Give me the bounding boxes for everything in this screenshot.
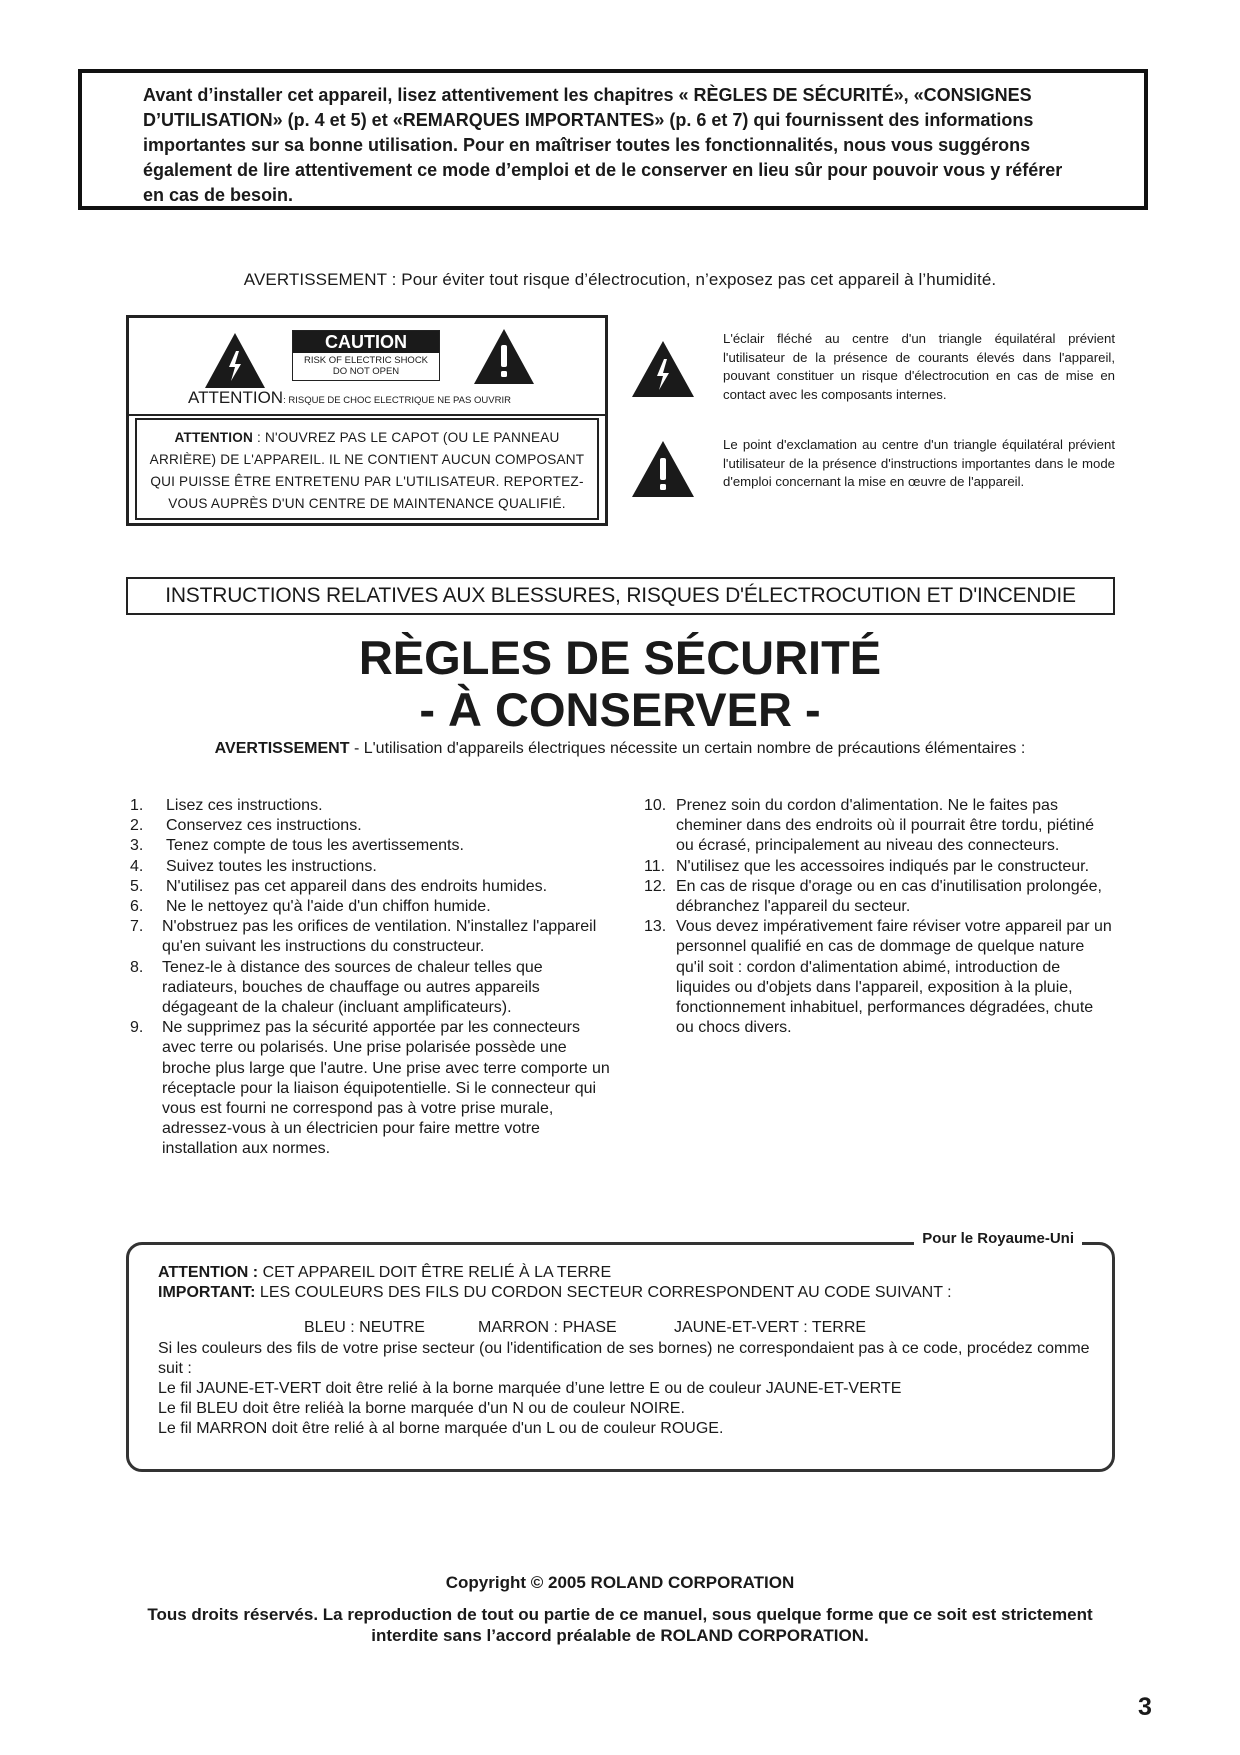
caution-body-line: VOUS AUPRÈS D'UN CENTRE DE MAINTENANCE QUALIFIÉ.: [168, 496, 566, 511]
list-item-number: 3.: [130, 837, 144, 855]
list-item: [130, 917, 610, 957]
color-code-brown: MARRON : PHASE: [478, 1319, 617, 1337]
rights-line: interdite sans l’accord préalable de ROLAND CORPORATION.: [371, 1626, 869, 1645]
list-item: [130, 1018, 610, 1159]
list-item: [130, 857, 610, 877]
list-item-text: Vous devez impérativement faire réviser votre appareil par un personnel qualifié en cas de dommage de quelque nature qu'il soit : cordon d'alimentation abimé, introduction de liquides ou d'objets dans l'appareil, exposition à la pluie, fonctionnement inhabituel, performances dégradées, chute ou chocs divers.: [676, 918, 1112, 1037]
instructions-list-left: [130, 796, 610, 1160]
list-item: [644, 917, 1114, 1038]
list-item-number: 4.: [130, 857, 144, 875]
lightning-triangle-icon: [632, 341, 694, 397]
caution-panel-body: [135, 418, 599, 520]
intro-line: en cas de besoin.: [143, 185, 294, 205]
exclamation-triangle-icon: [632, 441, 694, 497]
list-item-text: N'utilisez que les accessoires indiqués par le constructeur.: [676, 857, 1090, 875]
avertissement-label: AVERTISSEMENT: [214, 740, 350, 757]
copyright-notice: Copyright © 2005 ROLAND CORPORATION: [445, 1573, 795, 1592]
humidity-warning: AVERTISSEMENT : Pour éviter tout risque d’électrocution, n’exposez pas cet appareil à l’humidité.: [243, 270, 997, 289]
list-item-text: En cas de risque d'orage ou en cas d'inutilisation prolongée, débranchez l'appareil du secteur.: [676, 877, 1102, 916]
rights-notice: [90, 1604, 1150, 1646]
intro-notice-box: [78, 69, 1148, 210]
list-item: [130, 796, 610, 816]
list-item-number: 11.: [644, 857, 666, 875]
list-item-text: Conservez ces instructions.: [166, 817, 362, 835]
caution-attention-line: [188, 388, 511, 408]
caution-body-line: ARRIÈRE) DE L'APPAREIL. IL NE CONTIENT AUCUN COMPOSANT: [149, 452, 585, 467]
intro-line: importantes sur sa bonne utilisation. Pour en maîtriser toutes les fonctionnalités, nous vous suggérons: [143, 135, 1031, 155]
avertissement-line: [150, 740, 1090, 758]
uk-attention-text: CET APPAREIL DOIT ÊTRE RELIÉ À LA TERRE: [258, 1264, 612, 1281]
page-number: 3: [1138, 1693, 1152, 1721]
section-title: INSTRUCTIONS RELATIVES AUX BLESSURES, RISQUES D'ÉLECTROCUTION ET D'INCENDIE: [126, 577, 1115, 615]
page-title: [150, 632, 1090, 736]
exclamation-legend: Le point d'exclamation au centre d'un triangle équilatéral prévient l'utilisateur de la présence d'instructions importantes dans le mode d'emploi concernant la mise en œuvre de l'appareil.: [723, 437, 1115, 489]
uk-important-line: [158, 1283, 1098, 1303]
list-item-number: 5.: [130, 877, 144, 895]
intro-line: D’UTILISATION» (p. 4 et 5) et «REMARQUES IMPORTANTES» (p. 6 et 7) qui fournissent des informations: [143, 110, 1034, 130]
intro-line: Avant d’installer cet appareil, lisez attentivement les chapitres « RÈGLES DE SÉCURITÉ», «CONSIGNES: [143, 85, 1032, 105]
intro-notice-text: [143, 83, 1133, 208]
list-item: [130, 958, 610, 1019]
uk-box-content: [158, 1263, 1098, 1440]
list-item-number: 6.: [130, 898, 144, 916]
intro-line: également de lire attentivement ce mode d’emploi et de le conserver en lieu sûr pour pouvoir vous y référer: [143, 160, 1063, 180]
caution-label: [292, 330, 440, 381]
list-item-text: Prenez soin du cordon d'alimentation. Ne le faites pas cheminer dans des endroits où il pourrait être tordu, piétiné ou écrasé, principalement au niveau des connecteurs.: [676, 797, 1095, 855]
uk-paragraph: Le fil JAUNE-ET-VERT doit être relié à la borne marquée d’une lettre E ou de couleur JAUNE-ET-VERTE: [158, 1380, 902, 1398]
exclamation-warning-icon: [474, 329, 534, 384]
list-item: [644, 857, 1114, 877]
instructions-list-right: [644, 796, 1114, 1038]
list-item-text: Lisez ces instructions.: [166, 797, 323, 814]
uk-box-label: Pour le Royaume-Uni: [914, 1230, 1082, 1247]
list-item-text: Tenez-le à distance des sources de chaleur telles que radiateurs, bouches de chauffage ou autres appareils dégageant de la chaleur (incluant amplificateurs).: [162, 958, 543, 1017]
caution-body-label: ATTENTION: [174, 430, 254, 445]
uk-attention-line: [158, 1263, 1098, 1283]
list-item-number: 2.: [130, 817, 144, 835]
caution-body-line: [137, 427, 597, 449]
caution-panel: [126, 315, 608, 526]
list-item-number: 8.: [130, 958, 144, 976]
page-title-line: - À CONSERVER -: [419, 683, 821, 736]
list-item-number: 1.: [130, 797, 144, 814]
list-item-text: N'obstruez pas les orifices de ventilation. N'installez l'appareil qu'en suivant les instructions du constructeur.: [162, 918, 597, 956]
uk-important-text: LES COULEURS DES FILS DU CORDON SECTEUR CORRESPONDENT AU CODE SUIVANT :: [255, 1284, 952, 1302]
list-item: [130, 836, 610, 856]
list-item-number: 9.: [130, 1019, 144, 1037]
uk-important-label: IMPORTANT:: [158, 1284, 256, 1302]
caution-body-line: QUI PUISSE ÊTRE ENTRETENU PAR L'UTILISATEUR. REPORTEZ-: [150, 474, 584, 489]
attention-subtext: : RISQUE DE CHOC ELECTRIQUE NE PAS OUVRIR: [283, 395, 511, 406]
list-item-text: Ne le nettoyez qu'à l'aide d'un chiffon humide.: [166, 898, 491, 916]
page-title-line: RÈGLES DE SÉCURITÉ: [358, 631, 882, 684]
color-code-blue: BLEU : NEUTRE: [304, 1319, 425, 1337]
list-item-text: Tenez compte de tous les avertissements.: [166, 837, 464, 855]
uk-attention-label: ATTENTION :: [158, 1264, 259, 1281]
lightning-legend: L'éclair fléché au centre d'un triangle équilatéral prévient l'utilisateur de la présence de courants élevés dans l'appareil, pouvant constituer un risque d'électrocution en cas de mise en contact avec les composants internes.: [723, 331, 1115, 402]
rights-line: Tous droits réservés. La reproduction de tout ou partie de ce manuel, sous quelque forme que ce soit est strictement: [147, 1605, 1093, 1624]
list-item-number: 12.: [644, 877, 667, 895]
list-item-number: 13.: [644, 918, 667, 936]
color-code-green: JAUNE-ET-VERT : TERRE: [674, 1319, 867, 1337]
list-item: [130, 877, 610, 897]
list-item-text: Suivez toutes les instructions.: [166, 857, 377, 875]
caution-sub-line: RISK OF ELECTRIC SHOCK: [303, 355, 429, 366]
caution-subtext: [293, 353, 439, 377]
caution-header: CAUTION: [293, 331, 439, 353]
list-item-text: N'utilisez pas cet appareil dans des endroits humides.: [166, 877, 548, 895]
avertissement-text: - L'utilisation d'appareils électriques nécessite un certain nombre de précautions élémentaires :: [349, 740, 1026, 757]
caution-body-text: : N'OUVREZ PAS LE CAPOT (OU LE PANNEAU: [253, 430, 560, 445]
list-item: [644, 796, 1114, 857]
uk-paragraph: Le fil MARRON doit être relié à al borne marquée d'un L ou de couleur ROUGE.: [158, 1420, 724, 1438]
caution-sub-line: DO NOT OPEN: [332, 366, 400, 377]
list-item-number: 7.: [130, 918, 144, 936]
attention-label: ATTENTION: [188, 388, 284, 407]
uk-paragraph: Le fil BLEU doit être reliéà la borne marquée d'un N ou de couleur NOIRE.: [158, 1400, 685, 1418]
lightning-warning-icon: [205, 333, 265, 388]
list-item-text: Ne supprimez pas la sécurité apportée par les connecteurs avec terre ou polarisés. Une prise polarisée possède une broche plus large que l'autre. Une prise avec terre comporte un réceptacle pour la liaison équipotentielle. Si le connecteur qui vous est fourni ne correspond pas à votre prise murale, adressez-vous à un électricien pour faire mettre votre installation aux normes.: [162, 1019, 610, 1158]
uk-paragraph: Si les couleurs des fils de votre prise secteur (ou l'identification de ses bornes) ne correspondaient pas à ce code, procédez comme suit :: [158, 1339, 1090, 1377]
list-item: [644, 877, 1114, 917]
list-item: [130, 897, 610, 917]
caution-panel-top: [129, 318, 605, 416]
uk-wiring-box: [126, 1230, 1115, 1472]
list-item-number: 10.: [644, 797, 667, 814]
list-item: [130, 816, 610, 836]
uk-color-code: [158, 1318, 1098, 1338]
